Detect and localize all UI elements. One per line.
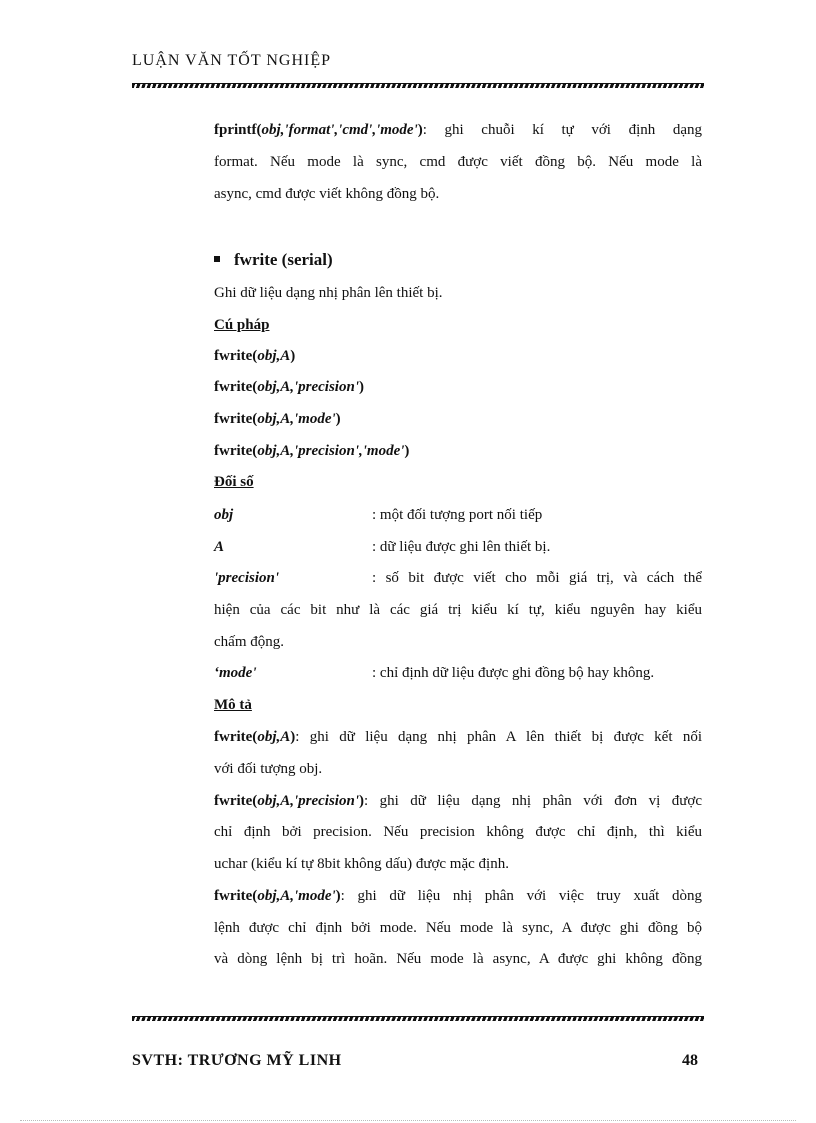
arg-name: 'precision' bbox=[214, 570, 280, 586]
desc-close: ) bbox=[290, 729, 296, 745]
desc-args: obj,A,'precision' bbox=[257, 793, 359, 809]
section-heading bbox=[214, 250, 333, 270]
precision-continuation-1: hiện của các bit như là các giá trị kiểu kí tự, kiểu nguyên hay kiểu bbox=[214, 602, 702, 618]
desc-text: : ghi dữ liệu nhị phân với việc truy xuất dòng bbox=[340, 888, 702, 904]
desc-close: ) bbox=[335, 888, 341, 904]
arg-desc: : một đối tượng port nối tiếp bbox=[372, 507, 543, 523]
desc-text: : ghi dữ liệu dạng nhị phân với đơn vị được bbox=[364, 793, 702, 809]
page-bottom-border bbox=[20, 1120, 796, 1121]
syntax-line-4 bbox=[214, 443, 409, 460]
intro-line-3: async, cmd được viết không đồng bộ. bbox=[214, 186, 440, 202]
desc-func: fwrite( bbox=[214, 729, 258, 745]
intro-line-2: format. Nếu mode là sync, cmd được viết đồng bộ. Nếu mode là bbox=[214, 154, 702, 170]
syntax-args: obj,A bbox=[257, 348, 291, 364]
syntax-close: ) bbox=[404, 443, 410, 459]
intro-func: fprintf( bbox=[214, 122, 262, 138]
page-number: 48 bbox=[682, 1052, 698, 1069]
syntax-args: obj,A,'precision' bbox=[257, 379, 359, 395]
section-summary: Ghi dữ liệu dạng nhị phân lên thiết bị. bbox=[214, 285, 443, 301]
desc-3-line-2: lệnh được chỉ định bởi mode. Nếu mode là sync, A được ghi đồng bộ bbox=[214, 920, 702, 936]
syntax-label: Cú pháp bbox=[214, 317, 270, 333]
description-label: Mô tả bbox=[214, 697, 252, 713]
arg-desc: : chỉ định dữ liệu được ghi đồng bộ hay không. bbox=[372, 665, 655, 681]
arg-name: A bbox=[214, 539, 225, 555]
desc-3-line-3: và dòng lệnh bị trì hoãn. Nếu mode là async, A được ghi không đồng bbox=[214, 951, 702, 967]
syntax-line-1 bbox=[214, 348, 295, 365]
desc-args: obj,A,'mode' bbox=[257, 888, 336, 904]
desc-args: obj,A bbox=[257, 729, 291, 745]
syntax-func: fwrite( bbox=[214, 348, 258, 364]
desc-2-line-3: uchar (kiểu kí tự 8bit không dấu) được mặc định. bbox=[214, 856, 509, 872]
desc-1-line-2: với đối tượng obj. bbox=[214, 761, 323, 777]
desc-3-line-1 bbox=[214, 888, 702, 905]
intro-line-1 bbox=[214, 122, 702, 139]
syntax-func: fwrite( bbox=[214, 443, 258, 459]
arg-desc: : dữ liệu được ghi lên thiết bị. bbox=[372, 539, 551, 555]
intro-args: obj,'format','cmd','mode' bbox=[261, 122, 418, 138]
syntax-func: fwrite( bbox=[214, 379, 258, 395]
desc-2-line-1 bbox=[214, 793, 702, 810]
syntax-close: ) bbox=[335, 411, 341, 427]
desc-func: fwrite( bbox=[214, 793, 258, 809]
desc-1-line-1 bbox=[214, 729, 702, 746]
footer-author: SVTH: TRƯƠNG MỸ LINH bbox=[132, 1052, 342, 1069]
arg-name: obj bbox=[214, 507, 234, 523]
desc-text: : ghi dữ liệu dạng nhị phân A lên thiết bị được kết nối bbox=[295, 729, 702, 745]
syntax-args: obj,A,'mode' bbox=[257, 411, 336, 427]
syntax-line-2 bbox=[214, 379, 364, 396]
footer-rule bbox=[132, 1016, 704, 1021]
desc-close: ) bbox=[359, 793, 364, 809]
square-bullet-icon bbox=[214, 256, 220, 262]
header-title: LUẬN VĂN TỐT NGHIỆP bbox=[132, 52, 331, 69]
syntax-close: ) bbox=[290, 348, 296, 364]
arg-desc: : số bit được viết cho mỗi giá trị, và cách thể bbox=[372, 570, 702, 586]
syntax-func: fwrite( bbox=[214, 411, 258, 427]
intro-line1-rest: : ghi chuỗi kí tự với định dạng bbox=[422, 122, 702, 138]
desc-2-line-2: chỉ định bởi precision. Nếu precision không được chỉ định, thì kiểu bbox=[214, 824, 702, 840]
section-heading-text: fwrite (serial) bbox=[234, 250, 333, 269]
intro-close: ) bbox=[417, 122, 423, 138]
header-rule bbox=[132, 83, 704, 88]
precision-continuation-2: chấm động. bbox=[214, 634, 284, 650]
syntax-args: obj,A,'precision','mode' bbox=[257, 443, 405, 459]
args-label: Đối số bbox=[214, 474, 254, 490]
arg-name: ‘mode' bbox=[214, 665, 257, 681]
desc-func: fwrite( bbox=[214, 888, 258, 904]
syntax-close: ) bbox=[359, 379, 364, 395]
syntax-line-3 bbox=[214, 411, 341, 428]
